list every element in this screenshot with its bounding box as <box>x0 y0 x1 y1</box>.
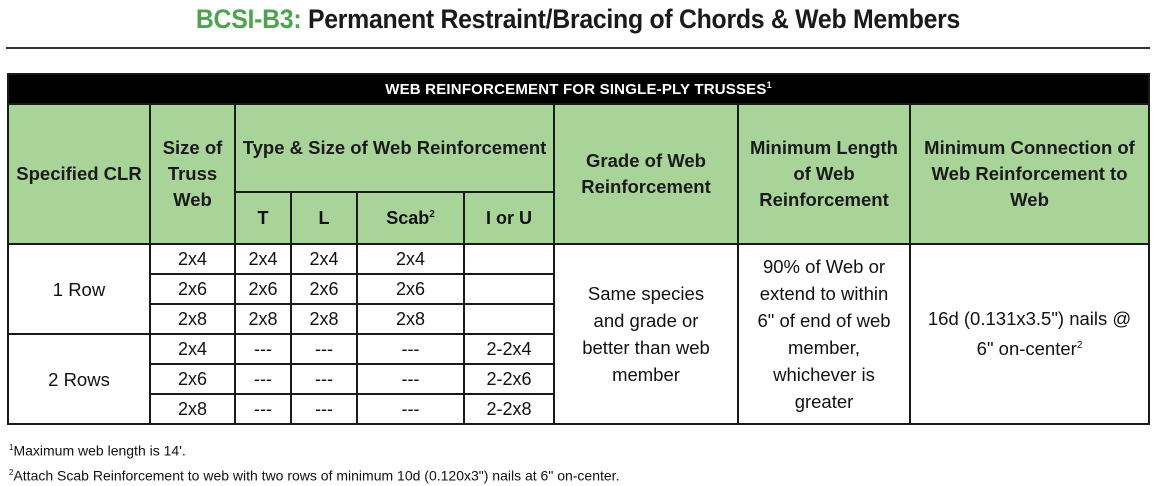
cell-size: 2x4 <box>150 334 235 364</box>
cell-t: --- <box>235 334 291 364</box>
scab-footnote-mark: 2 <box>429 208 435 220</box>
min-connection-content: 16d (0.131x3.5") nails @ 6" on-center <box>927 308 1132 360</box>
cell-l: 2x8 <box>291 304 357 334</box>
cell-i-or-u <box>464 244 554 274</box>
header-type-size: Type & Size of Web Reinforcement <box>235 104 554 192</box>
footnote-1-text: Maximum web length is 14'. <box>13 442 186 459</box>
table-caption-text: WEB REINFORCEMENT FOR SINGLE-PLY TRUSSES <box>385 81 767 98</box>
cell-size: 2x6 <box>150 274 235 304</box>
grade-text <box>554 244 738 424</box>
subheader-t: T <box>235 192 291 244</box>
footnotes <box>9 437 619 486</box>
cell-scab: --- <box>357 394 464 424</box>
cell-scab: 2x8 <box>357 304 464 334</box>
clr-1-row: 1 Row <box>8 244 150 334</box>
web-reinforcement-table <box>7 73 1150 425</box>
cell-t: 2x6 <box>235 274 291 304</box>
min-length-content: 90% of Web or extend to within 6" of end of web member, whichever is greater <box>757 256 891 412</box>
cell-l: 2x6 <box>291 274 357 304</box>
cell-size: 2x6 <box>150 364 235 394</box>
cell-i-or-u <box>464 304 554 334</box>
subheader-scab <box>357 192 464 244</box>
cell-size: 2x4 <box>150 244 235 274</box>
cell-l: --- <box>291 394 357 424</box>
cell-l: --- <box>291 364 357 394</box>
cell-i-or-u: 2-2x8 <box>464 394 554 424</box>
footnote-1-mark: 1 <box>9 443 14 452</box>
subheader-l: L <box>291 192 357 244</box>
caption-footnote-mark: 1 <box>766 80 772 90</box>
clr-2-rows: 2 Rows <box>8 334 150 424</box>
cell-i-or-u <box>464 274 554 304</box>
cell-scab: --- <box>357 334 464 364</box>
cell-t: 2x4 <box>235 244 291 274</box>
title-divider <box>6 47 1150 49</box>
cell-scab: --- <box>357 364 464 394</box>
subheader-i-or-u: I or U <box>464 192 554 244</box>
subheader-scab-text: Scab <box>386 207 430 228</box>
grade-text-content: Same species and grade or better than web member <box>582 283 710 385</box>
table-row <box>8 244 1149 274</box>
cell-size: 2x8 <box>150 394 235 424</box>
cell-t: --- <box>235 394 291 424</box>
footnote-2-text: Attach Scab Reinforcement to web with two rows of minimum 10d (0.120x3") nails at 6" on-center. <box>13 467 620 484</box>
connection-footnote-mark: 2 <box>1076 340 1083 352</box>
cell-l: 2x4 <box>291 244 357 274</box>
footnote-2 <box>9 462 619 486</box>
cell-t: --- <box>235 364 291 394</box>
document-code: BCSI-B3: <box>195 4 302 34</box>
header-min-connection: Minimum Connection of Web Reinforcement to Web <box>910 104 1149 244</box>
document-title: Permanent Restraint/Bracing of Chords & Web Members <box>307 4 961 34</box>
cell-scab: 2x4 <box>357 244 464 274</box>
footnote-2-mark: 2 <box>9 467 14 477</box>
page-title <box>46 4 1110 35</box>
min-length-text <box>738 244 910 424</box>
cell-i-or-u: 2-2x6 <box>464 364 554 394</box>
header-specified-clr: Specified CLR <box>8 104 150 244</box>
header-min-length: Minimum Length of Web Reinforcement <box>738 104 910 244</box>
cell-l: --- <box>291 334 357 364</box>
footnote-1 <box>9 437 619 462</box>
min-connection-text <box>910 244 1149 424</box>
cell-t: 2x8 <box>235 304 291 334</box>
table-caption <box>8 74 1149 104</box>
cell-size: 2x8 <box>150 304 235 334</box>
header-grade: Grade of Web Reinforcement <box>554 104 738 244</box>
cell-scab: 2x6 <box>357 274 464 304</box>
header-size-of-truss-web: Size of Truss Web <box>150 104 235 244</box>
cell-i-or-u: 2-2x4 <box>464 334 554 364</box>
